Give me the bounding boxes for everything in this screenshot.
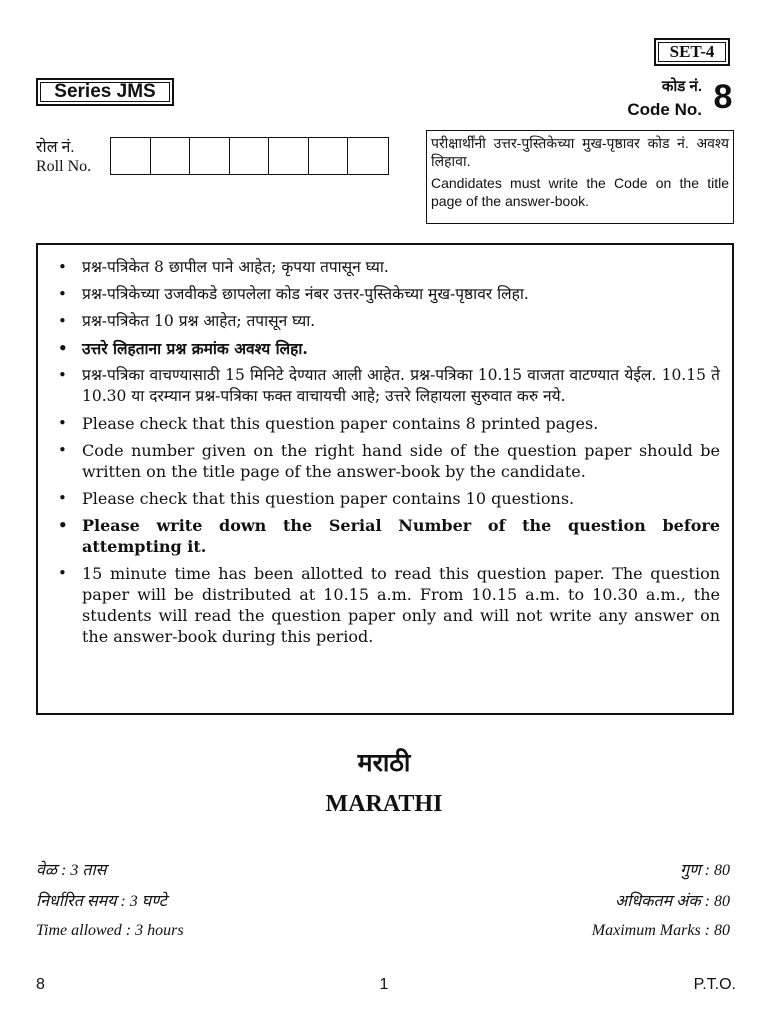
general-instructions-box [36, 243, 734, 715]
instruction-text: प्रश्न-पत्रिकेत 10 प्रश्न आहेत; तपासून घ्या. [82, 312, 316, 330]
roll-label-english: Roll No. [36, 158, 92, 175]
time-english: Time allowed : 3 hours [36, 922, 184, 939]
subject-title-english: MARATHI [325, 791, 443, 817]
marks-marathi: गुण : 80 [680, 862, 730, 879]
bullet-icon: • [58, 285, 67, 303]
bullet-icon: • [58, 564, 67, 582]
marks-hindi: अधिकतम अंक : 80 [614, 893, 730, 910]
instruction-item [50, 257, 720, 278]
instruction-text: प्रश्न-पत्रिका वाचण्यासाठी 15 मिनिटे देण्यात आली आहेत. प्रश्न-पत्रिका 10.15 वाजता वाटण्यात येईल. 10.15 ते 10.30 या दरम्यान प्रश्न-पत्रिका फक्त वाचायची आहे; उत्तरे लिहायला सुरुवात करु नये. [82, 366, 720, 405]
bullet-icon: • [58, 366, 67, 384]
set-label: SET-4 [669, 42, 715, 61]
instruction-item [50, 413, 720, 434]
bullet-icon: • [58, 258, 67, 276]
roll-number-box[interactable] [269, 138, 309, 174]
bullet-icon: • [58, 441, 67, 459]
roll-label-marathi: रोल नं. [36, 139, 75, 156]
roll-number-box[interactable] [230, 138, 270, 174]
bullet-icon: • [58, 516, 68, 534]
instruction-item [50, 563, 720, 647]
code-label-english: Code No. [627, 100, 702, 119]
instruction-item [50, 311, 720, 332]
instruction-text: Please check that this question paper contains 10 questions. [82, 489, 575, 508]
roll-number-box[interactable] [190, 138, 230, 174]
time-marathi: वेळ : 3 तास [36, 862, 107, 879]
bullet-icon: • [58, 414, 67, 432]
bullet-icon: • [58, 489, 67, 507]
code-number: 8 [713, 78, 733, 116]
instruction-item [50, 284, 720, 305]
roll-number-box[interactable] [151, 138, 191, 174]
series-label-box [36, 78, 174, 106]
set-label-box [654, 38, 730, 66]
time-hindi: निर्धारित समय : 3 घण्टे [36, 893, 167, 910]
roll-number-grid[interactable] [110, 137, 389, 175]
roll-number-box[interactable] [309, 138, 349, 174]
instruction-text: 15 minute time has been allotted to read this question paper. The question paper will be distributed at 10.15 a.m. From 10.15 a.m. to 10.30 a.m., the students will read the question paper only and will not write any answer on the answer-book during this period. [82, 564, 720, 646]
bullet-icon: • [58, 339, 68, 357]
footer-code: 8 [36, 976, 45, 993]
roll-number-box[interactable] [111, 138, 151, 174]
instruction-item [50, 515, 720, 557]
instruction-item [50, 440, 720, 482]
instruction-text: Code number given on the right hand side of the question paper should be written on the title page of the answer-book by the candidate. [82, 441, 720, 481]
instruction-item [50, 338, 720, 359]
bullet-icon: • [58, 312, 67, 330]
roll-number-box[interactable] [348, 138, 388, 174]
series-label: Series JMS [54, 81, 156, 102]
footer-page-number: 1 [379, 976, 389, 993]
candidate-note-box [426, 130, 734, 224]
subject-title-marathi: मराठी [357, 750, 411, 777]
instruction-item [50, 488, 720, 509]
candidate-note-english: Candidates must write the Code on the title page of the answer-book. [431, 175, 729, 209]
instruction-text: उत्तरे लिहताना प्रश्न क्रमांक अवश्य लिहा. [82, 339, 308, 358]
instruction-item [50, 365, 720, 407]
footer-pto: P.T.O. [693, 976, 736, 993]
instruction-text: प्रश्न-पत्रिकेच्या उजवीकडे छापलेला कोड नंबर उत्तर-पुस्तिकेच्या मुख-पृष्ठावर लिहा. [82, 285, 529, 303]
candidate-note-marathi: परीक्षार्थींनी उत्तर-पुस्तिकेच्या मुख-पृष्ठावर कोड नं. अवश्य लिहावा. [431, 135, 729, 169]
instructions-list [50, 257, 720, 647]
instruction-text: Please write down the Serial Number of the question before attempting it. [82, 516, 720, 556]
marks-english: Maximum Marks : 80 [591, 922, 730, 939]
instruction-text: Please check that this question paper contains 8 printed pages. [82, 414, 599, 433]
code-label-marathi: कोड नं. [661, 78, 702, 95]
instruction-text: प्रश्न-पत्रिकेत 8 छापील पाने आहेत; कृपया तपासून घ्या. [82, 258, 389, 276]
